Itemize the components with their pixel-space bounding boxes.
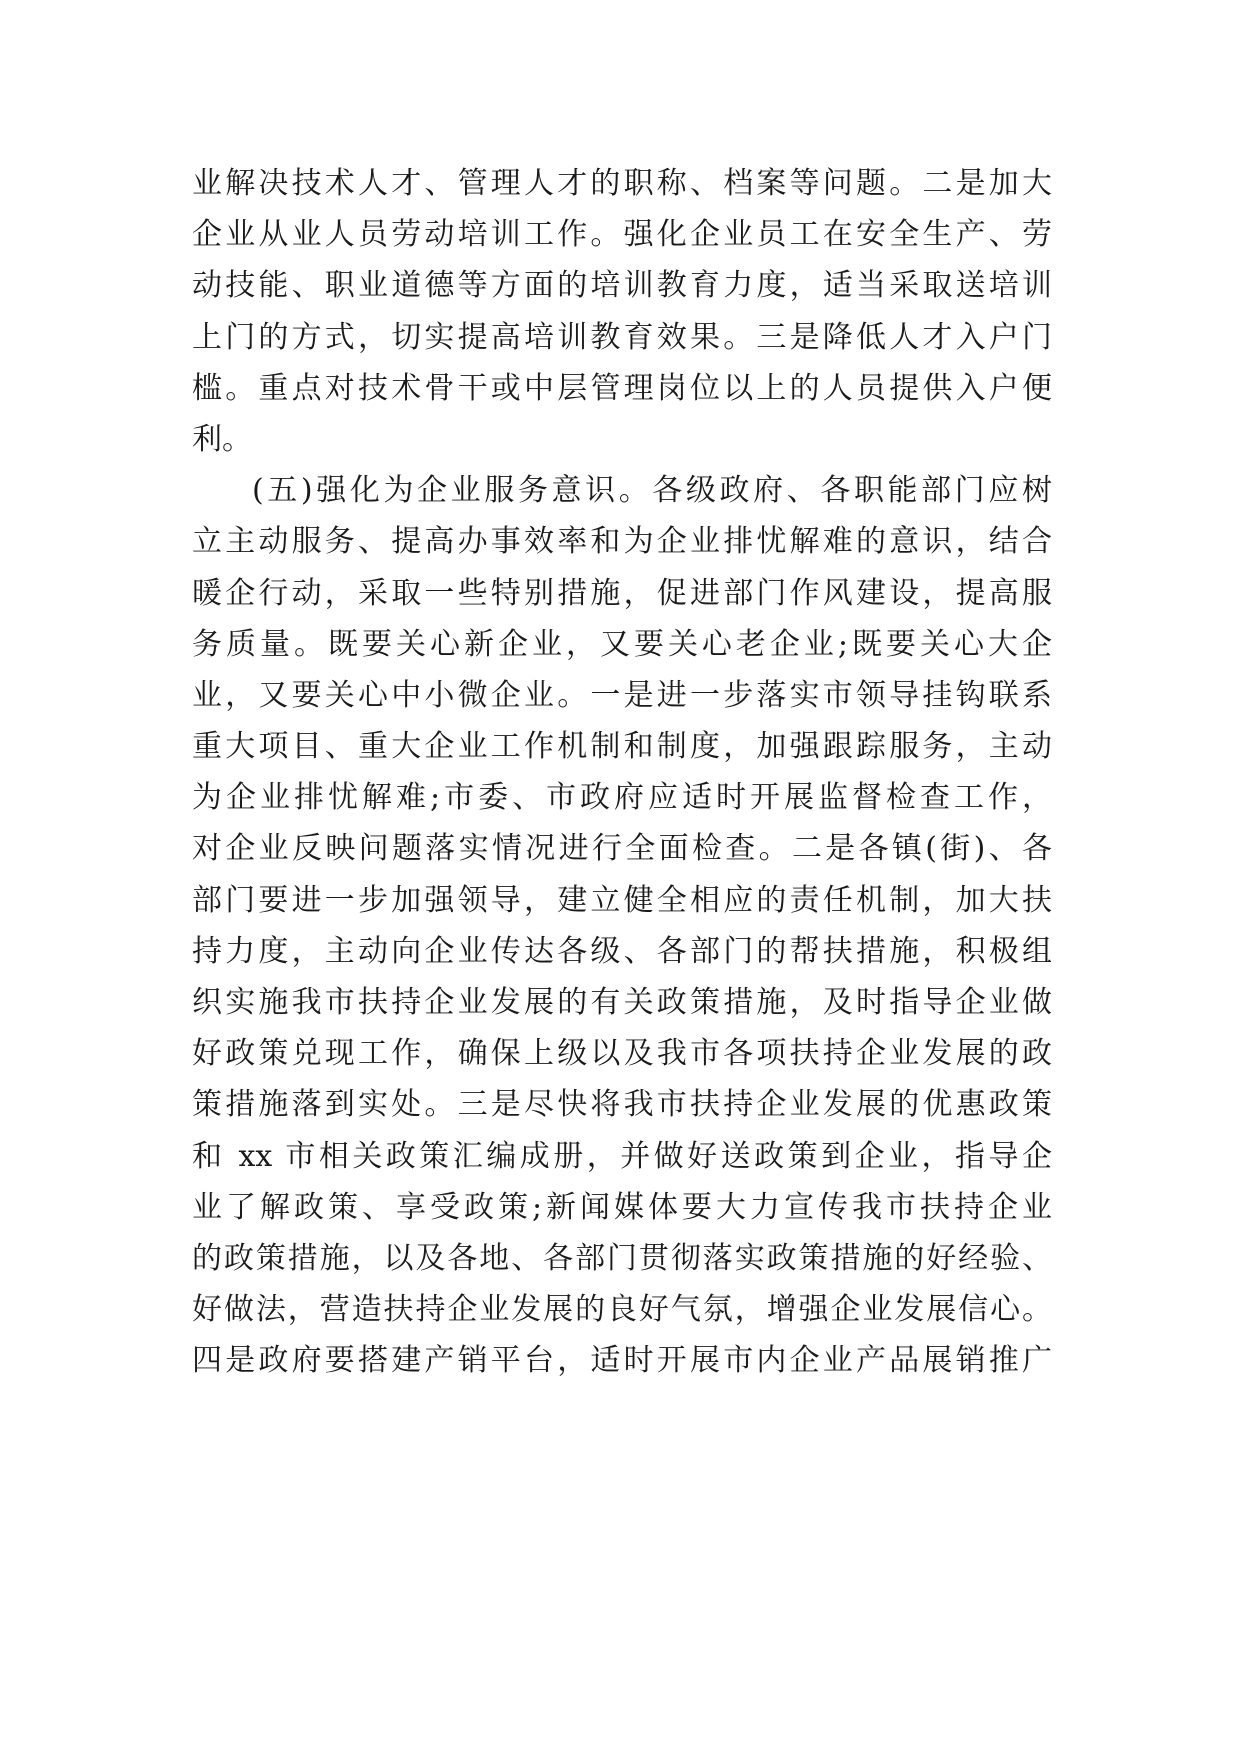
section-heading-line: (五)强化为企业服务意识。各级政府、各职能部门应树 (252, 473, 1052, 509)
text-line: 业，又要关心中小微企业。一是进一步落实市领导挂钩联系 (192, 677, 1052, 713)
text-line: 业了解政策、享受政策;新闻媒体要大力宣传我市扶持企业 (192, 1189, 1052, 1225)
text-line: 业解决技术人才、管理人才的职称、档案等问题。二是加大 (192, 166, 1052, 201)
text-line: 部门要进一步加强领导，建立健全相应的责任机制，加大扶 (192, 882, 1052, 918)
text-line: 利。 (192, 421, 252, 457)
text-line: 重大项目、重大企业工作机制和制度，加强跟踪服务，主动 (192, 729, 1052, 765)
text-line: 持力度，主动向企业传达各级、各部门的帮扶措施，积极组 (192, 933, 1052, 969)
text-line: 四是政府要搭建产销平台，适时开展市内企业产品展销推广 (192, 1343, 1052, 1379)
text-line: 好做法，营造扶持企业发展的良好气氛，增强企业发展信心。 (192, 1292, 1052, 1328)
text-line: 暖企行动，采取一些特别措施，促进部门作风建设，提高服 (192, 575, 1052, 611)
text-line: 上门的方式，切实提高培训教育效果。三是降低人才入户门 (192, 319, 1052, 355)
text-line: 策措施落到实处。三是尽快将我市扶持企业发展的优惠政策 (192, 1087, 1052, 1123)
text-line: 务质量。既要关心新企业，又要关心老企业;既要关心大企 (192, 626, 1052, 662)
text-line: 对企业反映问题落实情况进行全面检查。二是各镇(街)、各 (192, 831, 1052, 867)
text-line: 和 xx 市相关政策汇编成册，并做好送政策到企业，指导企 (192, 1138, 1052, 1174)
text-line: 动技能、职业道德等方面的培训教育力度，适当采取送培训 (192, 268, 1052, 304)
text-line: 织实施我市扶持企业发展的有关政策措施，及时指导企业做 (192, 985, 1052, 1020)
body-text (192, 158, 1052, 1387)
text-line: 槛。重点对技术骨干或中层管理岗位以上的人员提供入户便 (192, 370, 1052, 406)
text-line: 好政策兑现工作，确保上级以及我市各项扶持企业发展的政 (192, 1036, 1052, 1072)
text-line: 立主动服务、提高办事效率和为企业排忧解难的意识，结合 (192, 524, 1052, 560)
text-line: 的政策措施，以及各地、各部门贯彻落实政策措施的好经验、 (192, 1240, 1052, 1276)
text-line: 企业从业人员劳动培训工作。强化企业员工在安全生产、劳 (192, 217, 1052, 253)
text-line: 为企业排忧解难;市委、市政府应适时开展监督检查工作， (192, 780, 1052, 816)
